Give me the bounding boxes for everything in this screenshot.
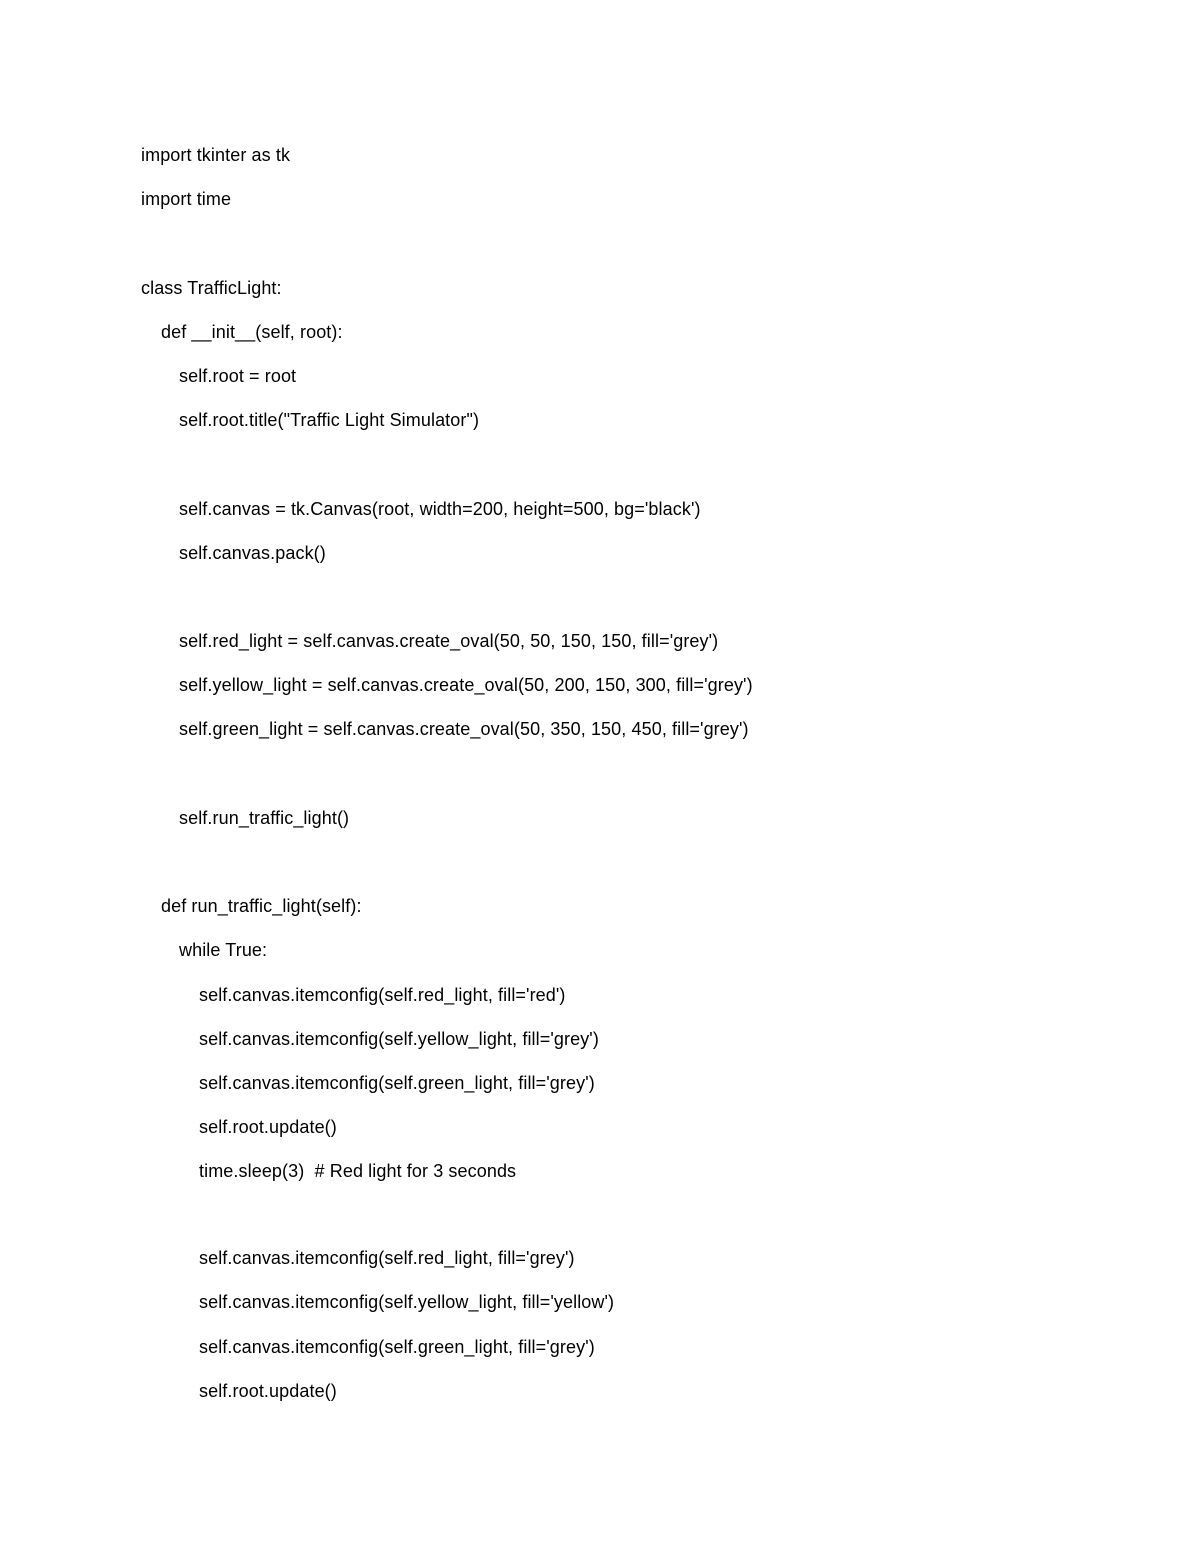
code-line: self.run_traffic_light() xyxy=(179,808,350,828)
code-line: self.canvas.itemconfig(self.green_light, fill='grey') xyxy=(199,1073,595,1093)
code-line: self.root.title("Traffic Light Simulator") xyxy=(179,410,480,430)
code-line: self.root.update() xyxy=(199,1117,337,1137)
code-line: self.green_light = self.canvas.create_oval(50, 350, 150, 450, fill='grey') xyxy=(179,719,749,739)
code-line: def run_traffic_light(self): xyxy=(161,896,362,916)
code-line: while True: xyxy=(179,940,268,960)
code-line: self.root.update() xyxy=(199,1381,337,1401)
code-line: self.canvas.itemconfig(self.red_light, fill='red') xyxy=(199,985,566,1005)
code-line: self.canvas.itemconfig(self.green_light, fill='grey') xyxy=(199,1337,595,1357)
code-line: import time xyxy=(141,189,232,209)
code-line: self.red_light = self.canvas.create_oval(50, 50, 150, 150, fill='grey') xyxy=(179,631,719,651)
code-line: self.canvas.pack() xyxy=(179,543,326,563)
code-line: class TrafficLight: xyxy=(141,278,282,298)
code-line: self.canvas = tk.Canvas(root, width=200, height=500, bg='black') xyxy=(179,499,701,519)
code-line: self.yellow_light = self.canvas.create_oval(50, 200, 150, 300, fill='grey') xyxy=(179,675,753,695)
code-line: import tkinter as tk xyxy=(141,145,291,165)
code-line: self.canvas.itemconfig(self.red_light, fill='grey') xyxy=(199,1248,575,1268)
code-line: self.root = root xyxy=(179,366,297,386)
code-line: def __init__(self, root): xyxy=(161,322,343,342)
code-line: self.canvas.itemconfig(self.yellow_light, fill='grey') xyxy=(199,1029,599,1049)
code-line: self.canvas.itemconfig(self.yellow_light, fill='yellow') xyxy=(199,1292,615,1312)
code-line: time.sleep(3) # Red light for 3 seconds xyxy=(199,1161,517,1181)
